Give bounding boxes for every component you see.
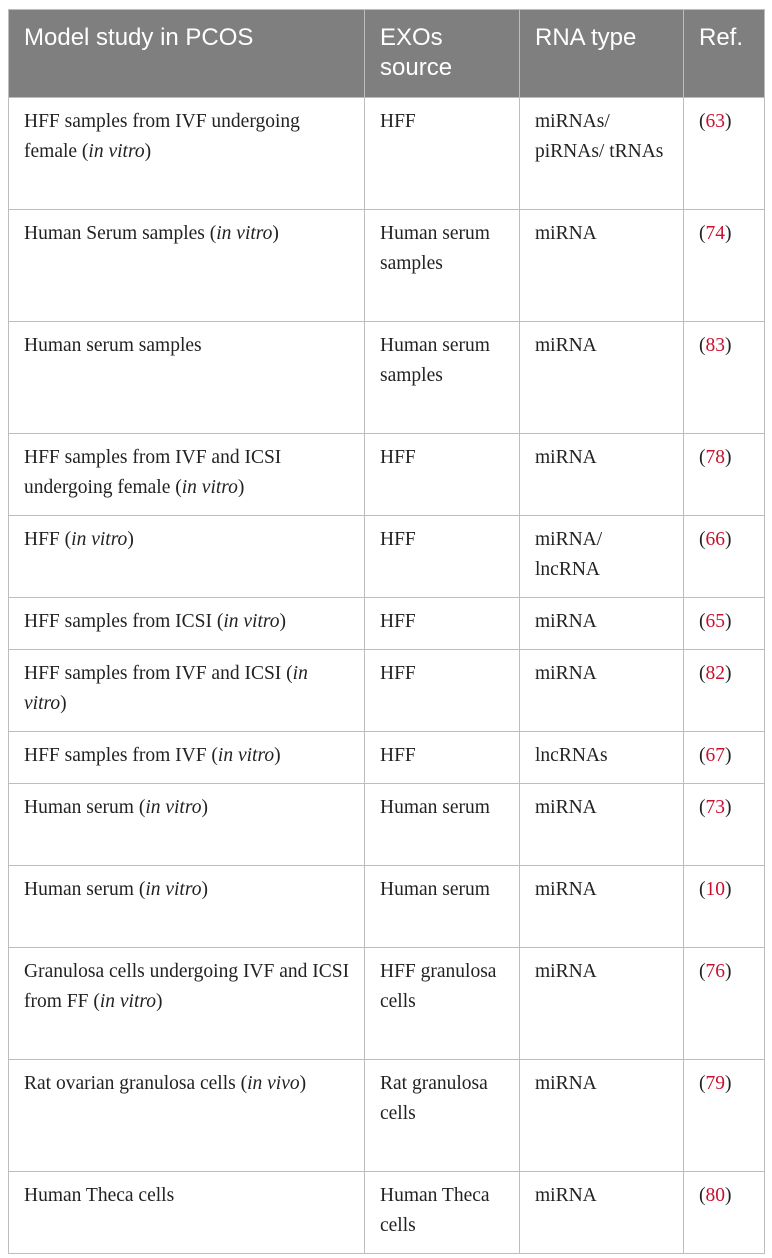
model-condition: in vitro [99,991,157,1012]
model-text: Human serum [24,879,134,900]
model-condition: in vitro [145,797,202,818]
cell-ref: (82) [684,650,765,732]
model-text: Human Serum samples [24,223,205,244]
table-header [9,10,765,98]
cell-rna-type: miRNA [520,866,684,948]
model-text: HFF samples from IVF and ICSI [24,663,282,684]
model-condition: in vitro [181,477,238,498]
table-row [9,1172,765,1254]
cell-model-study: Human serum (in vitro) [9,866,365,948]
cell-exos-source: Human serum samples [365,210,520,322]
header-model-study: Model study in PCOS [9,10,365,98]
table-row [9,948,765,1060]
cell-exos-source: HFF [365,650,520,732]
cell-exos-source: HFF [365,516,520,598]
reference-link[interactable]: 67 [705,745,725,766]
cell-ref: (74) [684,210,765,322]
cell-ref: (78) [684,434,765,516]
table-row [9,650,765,732]
cell-ref: (80) [684,1172,765,1254]
cell-ref: (66) [684,516,765,598]
model-text: HFF samples from IVF and ICSI undergoing female [24,447,282,498]
cell-model-study [9,322,365,434]
cell-exos-source: Human serum [365,866,520,948]
table-row [9,434,765,516]
header-row [9,10,765,98]
cell-ref: (83) [684,322,765,434]
cell-exos-source: Human serum [365,784,520,866]
model-text: HFF samples from IVF undergoing female [24,111,300,162]
cell-exos-source: HFF [365,732,520,784]
model-text: Granulosa cells undergoing IVF and ICSI from FF [24,961,350,1012]
header-exos-source: EXOs source [365,10,520,98]
cell-rna-type: miRNA [520,1172,684,1254]
reference-link[interactable]: 74 [705,223,725,244]
model-condition: in vitro [88,141,145,162]
cell-ref: (73) [684,784,765,866]
reference-link[interactable]: 82 [705,663,725,684]
reference-link[interactable]: 79 [705,1073,725,1094]
reference-link[interactable]: 66 [705,529,725,550]
table-row [9,598,765,650]
model-text: HFF [24,529,60,550]
cell-rna-type: lncRNAs [520,732,684,784]
cell-ref: (63) [684,98,765,210]
table-row [9,784,765,866]
table-body [9,98,765,1254]
cell-model-study: HFF (in vitro) [9,516,365,598]
cell-exos-source: HFF granulosa cells [365,948,520,1060]
reference-link[interactable]: 76 [705,961,725,982]
cell-exos-source: HFF [365,598,520,650]
cell-rna-type: miRNA [520,784,684,866]
table-row [9,1060,765,1172]
header-rna-type: RNA type [520,10,684,98]
model-condition: in vivo [247,1073,300,1094]
cell-model-study: Human Serum samples (in vitro) [9,210,365,322]
reference-link[interactable]: 73 [705,797,725,818]
table-row [9,866,765,948]
table-row [9,98,765,210]
cell-rna-type: miRNA [520,598,684,650]
cell-rna-type: miRNA/ lncRNA [520,516,684,598]
cell-model-study: HFF samples from ICSI (in vitro) [9,598,365,650]
cell-exos-source: Human serum samples [365,322,520,434]
cell-rna-type: miRNA [520,434,684,516]
cell-model-study: Rat ovarian granulosa cells (in vivo) [9,1060,365,1172]
pcos-exosome-rna-table [8,9,765,1254]
model-condition: in vitro [217,745,275,766]
table-row [9,732,765,784]
model-text: Human serum samples [24,335,202,356]
model-condition: in vitro [71,529,128,550]
cell-exos-source: Human Theca cells [365,1172,520,1254]
table-row [9,322,765,434]
cell-rna-type: miRNA [520,210,684,322]
cell-model-study [9,1172,365,1254]
cell-ref: (67) [684,732,765,784]
cell-model-study: Granulosa cells undergoing IVF and ICSI from FF (in vitro) [9,948,365,1060]
model-condition: in vitro [24,663,308,714]
cell-rna-type: miRNA [520,948,684,1060]
cell-rna-type: miRNA [520,322,684,434]
table-row [9,516,765,598]
cell-model-study: HFF samples from IVF and ICSI undergoing female (in vitro) [9,434,365,516]
model-text: Human Theca cells [24,1185,175,1206]
model-text: Rat ovarian granulosa cells [24,1073,236,1094]
cell-ref: (65) [684,598,765,650]
cell-exos-source: Rat granulosa cells [365,1060,520,1172]
model-text: HFF samples from ICSI [24,611,212,632]
model-text: HFF samples from IVF [24,745,207,766]
model-condition: in vitro [145,879,202,900]
model-condition: in vitro [223,611,280,632]
cell-exos-source: HFF [365,434,520,516]
cell-exos-source: HFF [365,98,520,210]
cell-ref: (76) [684,948,765,1060]
cell-rna-type: miRNA [520,650,684,732]
header-ref: Ref. [684,10,765,98]
cell-rna-type: miRNAs/ piRNAs/ tRNAs [520,98,684,210]
reference-link[interactable]: 65 [705,611,725,632]
reference-link[interactable]: 63 [705,111,725,132]
table-row [9,210,765,322]
reference-link[interactable]: 78 [705,447,725,468]
cell-model-study: Human serum (in vitro) [9,784,365,866]
reference-link[interactable]: 10 [705,879,725,900]
cell-ref: (79) [684,1060,765,1172]
model-condition: in vitro [216,223,273,244]
reference-link[interactable]: 83 [705,335,725,356]
cell-ref: (10) [684,866,765,948]
reference-link[interactable]: 80 [705,1185,725,1206]
cell-rna-type: miRNA [520,1060,684,1172]
model-text: Human serum [24,797,134,818]
cell-model-study: HFF samples from IVF and ICSI (in vitro) [9,650,365,732]
cell-model-study: HFF samples from IVF undergoing female (in vitro) [9,98,365,210]
cell-model-study: HFF samples from IVF (in vitro) [9,732,365,784]
